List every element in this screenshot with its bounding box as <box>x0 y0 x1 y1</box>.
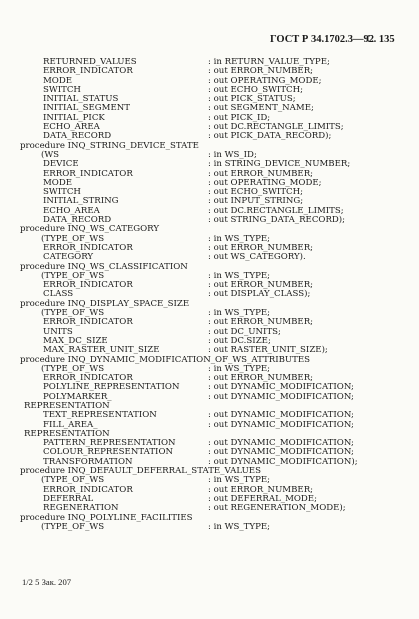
parameter-name: ERROR_INDICATOR <box>43 242 133 253</box>
parameter-type: : in RETURN_VALUE_TYPE; <box>208 57 330 67</box>
parameter-type: : in STRING_DEVICE_NUMBER; <box>208 159 351 170</box>
parameter-name: (TYPE_OF_WS <box>41 233 105 244</box>
page-header <box>0 34 419 48</box>
parameter-name: DATA_RECORD <box>43 131 112 142</box>
procedure-name: procedure INQ_STRING_DEVICE_STATE <box>20 140 199 151</box>
procedure-name: procedure INQ_POLYLINE_FACILITIES <box>20 512 193 523</box>
parameter-name: REPRESENTATION <box>24 428 110 439</box>
parameter-name: (TYPE_OF_WS <box>41 475 105 486</box>
parameter-type: : out SEGMENT_NAME; <box>208 103 314 114</box>
parameter-type: : in WS_TYPE; <box>208 521 271 532</box>
parameter-name: TEXT_REPRESENTATION <box>43 410 157 421</box>
parameter-name: FILL_AREA_ <box>43 419 98 430</box>
parameter-type: : out STRING_DATA_RECORD); <box>208 215 346 226</box>
parameter-type: : in WS_TYPE; <box>208 308 271 319</box>
parameter-name: (TYPE_OF_WS <box>41 270 105 281</box>
parameter-type: : out DYNAMIC_MODIFICATION); <box>208 456 358 467</box>
parameter-type: : out INPUT_STRING; <box>208 196 304 207</box>
parameter-name: COLOUR_REPRESENTATION <box>43 447 174 458</box>
parameter-name: INITIAL_PICK <box>43 112 105 123</box>
parameter-name: SWITCH <box>43 187 81 198</box>
parameter-type: : out DC.RECTANGLE_LIMITS; <box>208 205 344 216</box>
parameter-type: : in WS_TYPE; <box>208 363 271 374</box>
parameter-type: : out ERROR_NUMBER; <box>208 66 314 77</box>
parameter-name: DEVICE <box>43 159 79 170</box>
parameter-line <box>0 523 419 532</box>
parameter-name: DATA_RECORD <box>43 215 112 226</box>
code-listing <box>0 58 419 532</box>
parameter-name: INITIAL_STATUS <box>43 94 119 105</box>
procedure-name: procedure INQ_DISPLAY_SPACE_SIZE <box>20 298 190 309</box>
parameter-name: MAX_RASTER_UNIT_SIZE <box>43 345 160 356</box>
procedure-name: procedure INQ_WS_CLASSIFICATION <box>20 261 188 272</box>
parameter-name: UNITS <box>43 326 73 337</box>
parameter-name: ERROR_INDICATOR <box>43 484 133 495</box>
parameter-type: : out OPERATING_MODE; <box>208 75 322 86</box>
parameter-name: POLYMARKER_ <box>43 391 112 402</box>
parameter-type: : out DYNAMIC_MODIFICATION; <box>208 391 354 402</box>
parameter-type: : in WS_TYPE; <box>208 475 271 486</box>
standard-number: ГОСТ Р 34.1702.3—92 <box>270 34 374 45</box>
parameter-type: : out OPERATING_MODE; <box>208 177 322 188</box>
parameter-name: TRANSFORMATION <box>43 456 133 467</box>
parameter-type: : out ERROR_NUMBER; <box>208 317 314 328</box>
parameter-name: PATTERN_REPRESENTATION <box>43 438 176 449</box>
parameter-type: : out DYNAMIC_MODIFICATION; <box>208 438 354 449</box>
parameter-type: : out DYNAMIC_MODIFICATION; <box>208 419 354 430</box>
parameter-name: (TYPE_OF_WS <box>41 363 105 374</box>
parameter-name: POLYLINE_REPRESENTATION <box>43 382 180 393</box>
page-number: С. 135 <box>366 34 395 45</box>
parameter-name: MAX_DC_SIZE <box>43 335 108 346</box>
parameter-type: : out DYNAMIC_MODIFICATION; <box>208 447 354 458</box>
parameter-name: ERROR_INDICATOR <box>43 280 133 291</box>
parameter-type: : out WS_CATEGORY). <box>208 252 306 263</box>
parameter-name: MODE <box>43 177 73 188</box>
parameter-name: ECHO_AREA <box>43 122 100 133</box>
parameter-type: : out DC.RECTANGLE_LIMITS; <box>208 122 344 133</box>
procedure-name: procedure INQ_DYNAMIC_MODIFICATION_OF_WS_ATTRIBUTES <box>20 354 311 365</box>
parameter-name: INITIAL_SEGMENT <box>43 103 130 114</box>
parameter-name: (TYPE_OF_WS <box>41 521 105 532</box>
parameter-type: : out DC.SIZE; <box>208 335 271 346</box>
parameter-type: : out ECHO_SWITCH; <box>208 84 304 95</box>
parameter-name: ERROR_INDICATOR <box>43 66 133 77</box>
parameter-name: ERROR_INDICATOR <box>43 373 133 384</box>
parameter-name: REPRESENTATION <box>24 400 110 411</box>
parameter-type: : in WS_TYPE; <box>208 233 271 244</box>
parameter-name: (WS <box>41 149 60 160</box>
parameter-type: : out ERROR_NUMBER; <box>208 484 314 495</box>
parameter-name: MODE <box>43 75 73 86</box>
parameter-name: RETURNED_VALUES <box>43 57 137 67</box>
parameter-name: ERROR_INDICATOR <box>43 317 133 328</box>
parameter-type: : out PICK_STATUS; <box>208 94 296 105</box>
parameter-name: CATEGORY <box>43 252 94 263</box>
parameter-name: ECHO_AREA <box>43 205 100 216</box>
parameter-name: DEFERRAL <box>43 493 94 504</box>
parameter-type: : out ERROR_NUMBER; <box>208 280 314 291</box>
parameter-name: INITIAL_STRING <box>43 196 119 207</box>
parameter-type: : out PICK_DATA_RECORD); <box>208 131 332 142</box>
parameter-type: : out DISPLAY_CLASS); <box>208 289 311 300</box>
parameter-type: : out ERROR_NUMBER; <box>208 168 314 179</box>
parameter-type: : out ERROR_NUMBER; <box>208 242 314 253</box>
parameter-type: : in WS_TYPE; <box>208 270 271 281</box>
parameter-type: : out DEFERRAL_MODE; <box>208 493 317 504</box>
parameter-name: SWITCH <box>43 84 81 95</box>
parameter-type: : in WS_ID; <box>208 149 257 160</box>
parameter-type: : out ERROR_NUMBER; <box>208 373 314 384</box>
parameter-type: : out DYNAMIC_MODIFICATION; <box>208 410 354 421</box>
parameter-type: : out RASTER_UNIT_SIZE); <box>208 345 328 356</box>
print-order-note: 1/2 5 Зак. 207 <box>22 577 72 587</box>
parameter-type: : out ECHO_SWITCH; <box>208 187 304 198</box>
parameter-type: : out DYNAMIC_MODIFICATION; <box>208 382 354 393</box>
procedure-name: procedure INQ_WS_CATEGORY <box>20 224 160 235</box>
procedure-name: procedure INQ_DEFAULT_DEFERRAL_STATE_VALUES <box>20 466 261 477</box>
parameter-type: : out REGENERATION_MODE); <box>208 503 346 514</box>
parameter-type: : out PICK_ID; <box>208 112 271 123</box>
parameter-type: : out DC_UNITS; <box>208 326 281 337</box>
parameter-name: ERROR_INDICATOR <box>43 168 133 179</box>
parameter-name: CLASS <box>43 289 74 300</box>
parameter-name: REGENERATION <box>43 503 119 514</box>
parameter-name: (TYPE_OF_WS <box>41 308 105 319</box>
